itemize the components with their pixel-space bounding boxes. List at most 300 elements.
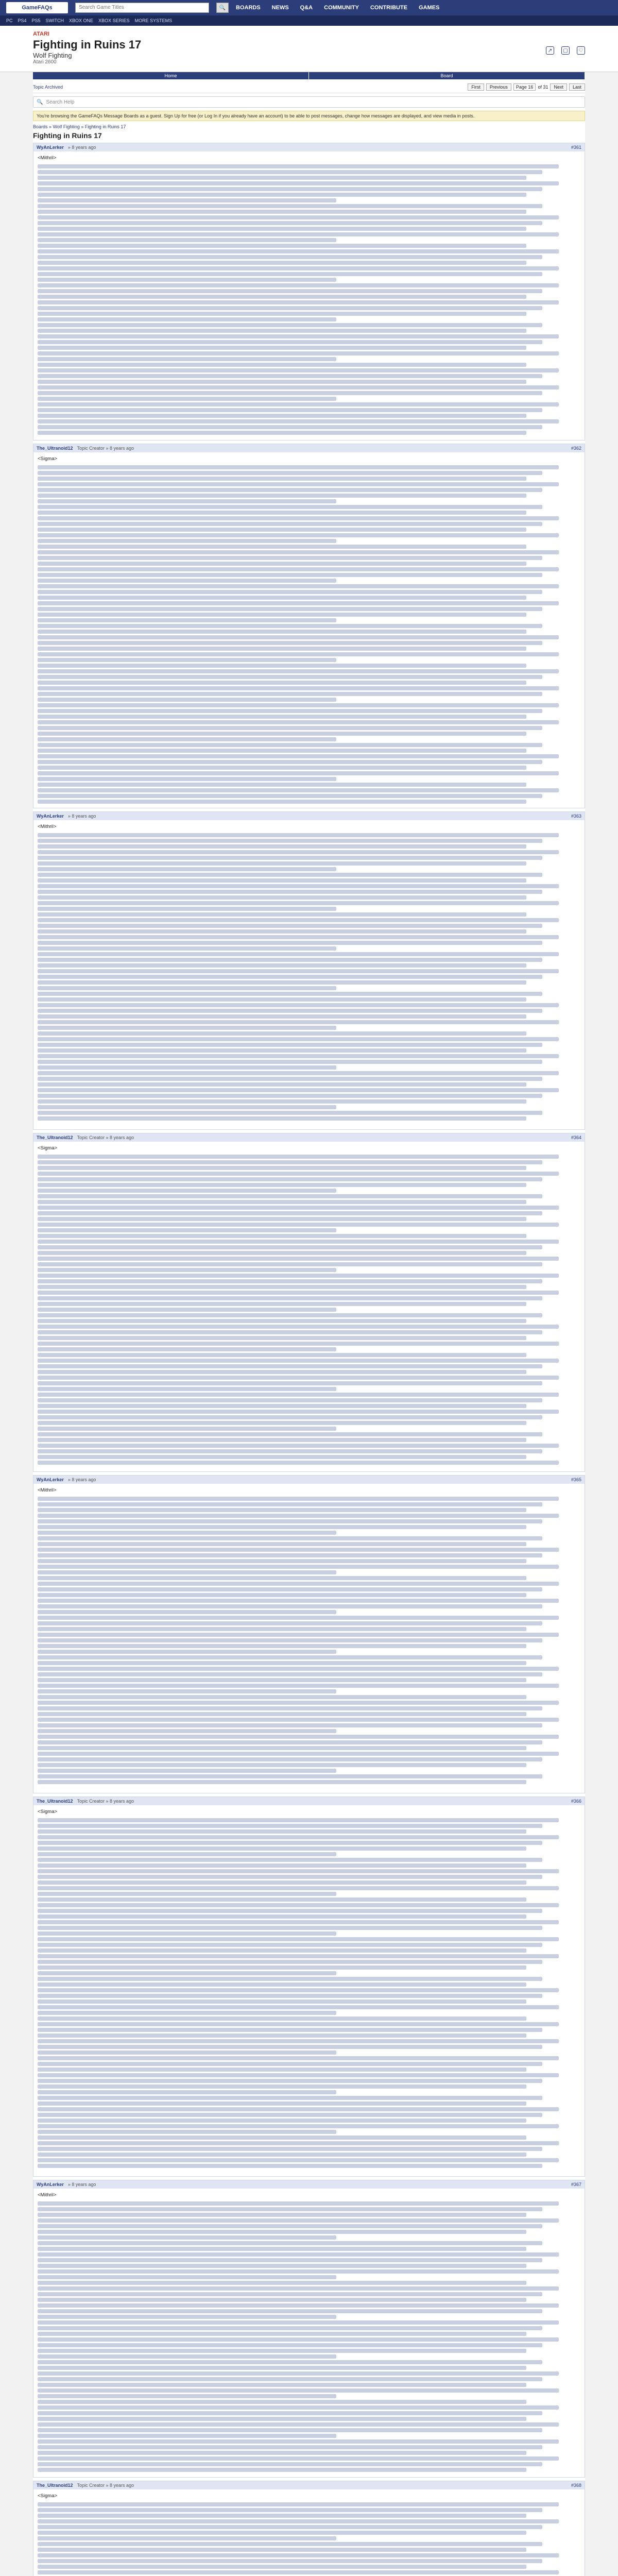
post-header xyxy=(33,444,585,452)
text-line xyxy=(38,1587,542,1591)
text-line xyxy=(38,1043,542,1047)
text-line xyxy=(38,1684,559,1688)
text-line xyxy=(38,1296,542,1300)
text-line xyxy=(38,1559,526,1563)
post-header xyxy=(33,1133,585,1142)
text-line xyxy=(38,1285,526,1289)
board-search-placeholder: Search Help xyxy=(46,99,75,105)
text-line xyxy=(38,1325,559,1329)
text-line xyxy=(38,941,542,945)
post-number[interactable]: #368 xyxy=(571,2483,581,2488)
post-meta: » 8 years ago xyxy=(67,1477,96,1482)
next-page-button[interactable]: Next xyxy=(550,83,567,91)
text-line xyxy=(38,2377,542,2381)
text-line xyxy=(38,698,336,702)
post-author[interactable]: WyAnLerker xyxy=(37,814,64,819)
post-speaker: <Sigma> xyxy=(38,1145,58,1151)
text-line xyxy=(38,2119,526,2123)
nav-news[interactable]: NEWS xyxy=(271,5,289,11)
text-line xyxy=(38,681,526,685)
platform-bar xyxy=(0,15,618,26)
text-line xyxy=(38,1262,542,1266)
text-line xyxy=(38,374,542,378)
text-line xyxy=(38,334,559,338)
text-line xyxy=(38,1404,526,1408)
text-line xyxy=(38,992,542,996)
text-line xyxy=(38,289,542,293)
text-line xyxy=(38,2153,526,2157)
text-line xyxy=(38,471,542,475)
text-line xyxy=(38,2508,542,2512)
post-meta: » 8 years ago xyxy=(67,145,96,150)
text-line xyxy=(38,2462,542,2466)
text-line xyxy=(38,1330,542,1334)
text-line xyxy=(38,1897,526,1902)
text-line xyxy=(38,2531,526,2535)
platform-xbox-one[interactable]: XBOX ONE xyxy=(69,18,94,23)
nav-games[interactable]: GAMES xyxy=(419,5,440,11)
text-line xyxy=(38,1769,336,1773)
text-line xyxy=(38,2258,542,2262)
text-line xyxy=(38,1655,542,1659)
text-line xyxy=(38,2113,542,2117)
text-line xyxy=(38,2275,336,2279)
text-line xyxy=(38,2468,526,2472)
prev-page-button[interactable]: Previous xyxy=(486,83,511,91)
text-line xyxy=(38,2218,559,2223)
text-line xyxy=(38,590,542,594)
text-line xyxy=(38,1432,542,1436)
text-line xyxy=(38,2241,542,2245)
text-line xyxy=(38,1701,559,1705)
post-author[interactable]: WyAnLerker xyxy=(37,2182,64,2187)
text-line xyxy=(38,2124,559,2128)
post-author[interactable]: The_Ultranoid12 xyxy=(37,446,73,451)
text-line xyxy=(38,193,526,197)
text-line xyxy=(38,1536,542,1540)
text-line xyxy=(38,176,526,180)
text-line xyxy=(38,630,526,634)
post-body xyxy=(33,820,585,1129)
post xyxy=(33,2180,585,2478)
text-line xyxy=(38,579,336,583)
text-line xyxy=(38,494,526,498)
text-line xyxy=(38,2201,559,2206)
text-line xyxy=(38,1353,526,1357)
text-line xyxy=(38,1570,336,1574)
text-line xyxy=(38,1757,542,1761)
first-page-button[interactable]: First xyxy=(468,83,484,91)
post xyxy=(33,2481,585,2576)
text-line xyxy=(38,346,526,350)
text-line xyxy=(38,556,542,560)
text-line xyxy=(38,1593,526,1597)
text-line xyxy=(38,2354,336,2359)
text-line xyxy=(38,317,336,321)
text-line xyxy=(38,895,526,900)
text-line xyxy=(38,664,526,668)
publisher-label: ATARI xyxy=(33,31,49,37)
post-header xyxy=(33,1797,585,1805)
post xyxy=(33,143,585,440)
text-line xyxy=(38,1774,542,1778)
text-line xyxy=(38,1088,559,1092)
text-line xyxy=(38,1020,559,1024)
post-author[interactable]: WyAnLerker xyxy=(37,1477,64,1482)
text-line xyxy=(38,1048,526,1053)
text-line xyxy=(38,1065,336,1070)
text-line xyxy=(38,969,559,973)
game-search-input[interactable]: Search Game Titles xyxy=(75,3,209,13)
text-line xyxy=(38,414,526,418)
text-line xyxy=(38,980,526,985)
text-line xyxy=(38,1582,559,1586)
text-line xyxy=(38,1077,542,1081)
text-line xyxy=(38,2349,526,2353)
text-line xyxy=(38,1155,559,1159)
text-line xyxy=(38,624,542,628)
text-line xyxy=(38,2502,559,2506)
text-line xyxy=(38,2360,542,2364)
text-line xyxy=(38,1553,542,1557)
text-line xyxy=(38,2371,559,2376)
share-icon[interactable]: ↗ xyxy=(546,46,554,55)
tab-board[interactable]: Board xyxy=(309,72,585,79)
text-line xyxy=(38,952,559,956)
heart-icon[interactable]: ♡ xyxy=(577,46,585,55)
text-line xyxy=(38,1111,542,1115)
nav-contribute[interactable]: CONTRIBUTE xyxy=(370,5,408,11)
text-line xyxy=(38,686,559,690)
text-line xyxy=(38,522,542,526)
text-line xyxy=(38,1525,526,1529)
text-line xyxy=(38,1723,542,1727)
text-line xyxy=(38,397,336,401)
post-number[interactable]: #361 xyxy=(571,145,581,150)
post-speaker: <Sigma> xyxy=(38,1809,58,1815)
main-content xyxy=(33,79,585,2576)
post xyxy=(33,1133,585,1472)
text-line xyxy=(38,2136,526,2140)
text-line xyxy=(38,528,526,532)
text-line xyxy=(38,1094,542,1098)
text-line xyxy=(38,2016,526,2021)
post-meta: Topic Creator » 8 years ago xyxy=(77,446,134,451)
text-line xyxy=(38,340,542,344)
text-line xyxy=(38,1954,559,1958)
text-line xyxy=(38,1444,559,1448)
text-line xyxy=(38,1291,559,1295)
text-line xyxy=(38,2559,542,2563)
text-line xyxy=(38,2286,559,2291)
post-number[interactable]: #362 xyxy=(571,446,581,451)
post-header xyxy=(33,143,585,151)
text-line xyxy=(38,2292,542,2296)
text-line xyxy=(38,2158,559,2162)
post-meta: Topic Creator » 8 years ago xyxy=(77,1799,134,1804)
text-line xyxy=(38,2033,526,2038)
text-line xyxy=(38,1846,526,1851)
text-line xyxy=(38,539,336,543)
post-number[interactable]: #365 xyxy=(571,1477,581,1482)
text-line xyxy=(38,833,559,837)
text-line xyxy=(38,1370,526,1374)
text-line xyxy=(38,1746,526,1750)
main-nav xyxy=(236,5,439,11)
text-line xyxy=(38,850,559,854)
text-line xyxy=(38,709,542,713)
text-line xyxy=(38,1502,542,1506)
text-line xyxy=(38,607,542,611)
text-line xyxy=(38,601,559,605)
text-line xyxy=(38,1211,542,1215)
text-line xyxy=(38,732,526,736)
text-line xyxy=(38,2102,526,2106)
text-line xyxy=(38,918,559,922)
text-line xyxy=(38,1858,542,1862)
text-line xyxy=(38,2090,336,2094)
text-line xyxy=(38,385,559,389)
site-logo[interactable]: GameFAQs xyxy=(6,2,68,13)
text-line xyxy=(38,2303,559,2308)
post-meta: Topic Creator » 8 years ago xyxy=(77,2483,134,2488)
text-line xyxy=(38,221,542,225)
text-line xyxy=(38,1869,559,1873)
post xyxy=(33,811,585,1130)
board-tabs xyxy=(33,72,585,79)
post-author[interactable]: WyAnLerker xyxy=(37,145,64,150)
text-line xyxy=(38,1251,526,1255)
text-line xyxy=(38,861,526,866)
text-line xyxy=(38,244,526,248)
text-line xyxy=(38,1994,542,1998)
page-count: of 31 xyxy=(538,84,548,90)
text-line xyxy=(38,1449,542,1453)
text-line xyxy=(38,1960,542,1964)
text-line xyxy=(38,2252,559,2257)
text-line xyxy=(38,1274,559,1278)
text-line xyxy=(38,573,542,577)
bookmark-icon[interactable]: ▢ xyxy=(561,46,570,55)
post-number[interactable]: #363 xyxy=(571,814,581,819)
board-search-input[interactable] xyxy=(33,96,585,108)
text-line xyxy=(38,1455,526,1459)
text-line xyxy=(38,2542,542,2546)
text-line xyxy=(38,652,559,656)
text-line xyxy=(38,2084,526,2089)
text-line xyxy=(38,198,336,202)
text-line xyxy=(38,1818,559,1822)
text-line xyxy=(38,2405,559,2410)
text-line xyxy=(38,323,542,327)
text-line xyxy=(38,2096,542,2100)
text-line xyxy=(38,2439,559,2444)
post-meta: » 8 years ago xyxy=(67,2182,96,2187)
text-line xyxy=(38,743,542,747)
text-line xyxy=(38,2073,559,2077)
text-line xyxy=(38,2130,336,2134)
text-line xyxy=(38,210,526,214)
text-line xyxy=(38,391,542,395)
text-line xyxy=(38,1364,542,1368)
text-line xyxy=(38,618,336,622)
text-line xyxy=(38,2451,526,2455)
post-number[interactable]: #366 xyxy=(571,1799,581,1804)
text-line xyxy=(38,1234,526,1238)
text-line xyxy=(38,1943,542,1947)
text-line xyxy=(38,726,542,730)
text-line xyxy=(38,227,526,231)
text-line xyxy=(38,1909,542,1913)
text-line xyxy=(38,1461,559,1465)
platform-ps4[interactable]: PS4 xyxy=(18,18,27,23)
text-line xyxy=(38,1026,336,1030)
text-line xyxy=(38,1718,559,1722)
nav-qa[interactable]: Q&A xyxy=(300,5,313,11)
post-body xyxy=(33,2489,585,2576)
text-line xyxy=(38,641,542,645)
text-line xyxy=(38,187,542,191)
post-author[interactable]: The_Ultranoid12 xyxy=(37,2483,73,2488)
text-line xyxy=(38,2519,559,2523)
text-line xyxy=(38,1689,336,1693)
post-number[interactable]: #364 xyxy=(571,1135,581,1140)
text-line xyxy=(38,963,526,968)
text-line xyxy=(38,613,526,617)
text-line xyxy=(38,856,542,860)
text-line xyxy=(38,2320,559,2325)
post-speaker: <Mithril> xyxy=(38,1487,57,1493)
text-line xyxy=(38,997,526,1002)
text-line xyxy=(38,1644,526,1648)
text-line xyxy=(38,2434,336,2438)
text-line xyxy=(38,1542,526,1546)
text-line xyxy=(38,1627,526,1631)
text-line xyxy=(38,505,542,509)
text-line xyxy=(38,635,559,639)
text-line xyxy=(38,844,526,849)
post-header xyxy=(33,1476,585,1484)
text-line xyxy=(38,1082,526,1087)
text-line xyxy=(38,1415,542,1419)
page-select[interactable]: Page 16 xyxy=(513,83,536,91)
platform-ps5[interactable]: PS5 xyxy=(31,18,41,23)
text-line xyxy=(38,1712,526,1716)
text-line xyxy=(38,1105,336,1109)
platform-more[interactable]: MORE SYSTEMS xyxy=(134,18,173,23)
text-line xyxy=(38,584,559,588)
text-line xyxy=(38,533,559,537)
text-line xyxy=(38,1824,542,1828)
text-line xyxy=(38,567,559,571)
post-list xyxy=(33,143,585,2576)
post xyxy=(33,444,585,808)
text-line xyxy=(38,1616,559,1620)
search-icon: 🔍 xyxy=(37,99,43,105)
text-line xyxy=(38,2164,542,2168)
header-icons xyxy=(546,46,585,55)
text-line xyxy=(38,1706,542,1710)
tab-home[interactable]: Home xyxy=(33,72,309,79)
text-line xyxy=(38,1695,526,1699)
text-line xyxy=(38,1931,336,1936)
text-line xyxy=(38,419,559,423)
text-line xyxy=(38,2343,542,2347)
text-line xyxy=(38,1672,542,1676)
text-line xyxy=(38,1519,542,1523)
text-line xyxy=(38,1999,526,2004)
text-line xyxy=(38,368,559,372)
text-line xyxy=(38,1982,526,1987)
text-line xyxy=(38,1359,559,1363)
text-line xyxy=(38,1116,526,1121)
text-line xyxy=(38,1183,526,1187)
platform-switch[interactable]: SWITCH xyxy=(45,18,64,23)
text-line xyxy=(38,2388,559,2393)
post-number[interactable]: #367 xyxy=(571,2182,581,2187)
text-line xyxy=(38,1427,336,1431)
text-line xyxy=(38,1604,542,1608)
nav-community[interactable]: COMMUNITY xyxy=(324,5,359,11)
text-line xyxy=(38,1319,526,1323)
text-line xyxy=(38,2548,526,2552)
text-line xyxy=(38,2298,526,2302)
nav-boards[interactable]: BOARDS xyxy=(236,5,261,11)
text-line xyxy=(38,488,542,492)
post-header xyxy=(33,2481,585,2489)
text-line xyxy=(38,1633,559,1637)
post-speaker: <Mithril> xyxy=(38,824,57,829)
text-line xyxy=(38,1003,559,1007)
text-line xyxy=(38,261,526,265)
text-line xyxy=(38,783,526,787)
post-author[interactable]: The_Ultranoid12 xyxy=(37,1799,73,1804)
search-icon[interactable]: 🔍 xyxy=(216,3,229,13)
text-line xyxy=(38,1514,559,1518)
text-line xyxy=(38,2269,559,2274)
text-line xyxy=(38,1829,526,1834)
text-line xyxy=(38,1735,559,1739)
text-line xyxy=(38,1565,559,1569)
text-line xyxy=(38,2050,336,2055)
text-line xyxy=(38,2570,559,2574)
text-line xyxy=(38,545,526,549)
text-line xyxy=(38,794,542,798)
platform-pc[interactable]: PC xyxy=(6,18,13,23)
post-body xyxy=(33,2189,585,2477)
platform-xbox-series[interactable]: XBOX SERIES xyxy=(98,18,130,23)
text-line xyxy=(38,1548,559,1552)
last-page-button[interactable]: Last xyxy=(569,83,585,91)
text-line xyxy=(38,2039,559,2043)
text-line xyxy=(38,1381,542,1385)
text-line xyxy=(38,2141,559,2145)
text-line xyxy=(38,1780,526,1784)
text-line xyxy=(38,2394,336,2398)
breadcrumb[interactable]: Boards » Wolf Fighting » Fighting in Ruins 17 xyxy=(33,124,126,129)
text-line xyxy=(38,867,336,871)
text-line xyxy=(38,1948,526,1953)
text-line xyxy=(38,1240,559,1244)
text-line xyxy=(38,2337,559,2342)
text-line xyxy=(38,255,542,259)
text-line xyxy=(38,1835,559,1839)
post-author[interactable]: The_Ultranoid12 xyxy=(37,1135,73,1140)
text-line xyxy=(38,1060,542,1064)
text-line xyxy=(38,1037,559,1041)
text-line xyxy=(38,1160,542,1164)
post xyxy=(33,1797,585,2177)
